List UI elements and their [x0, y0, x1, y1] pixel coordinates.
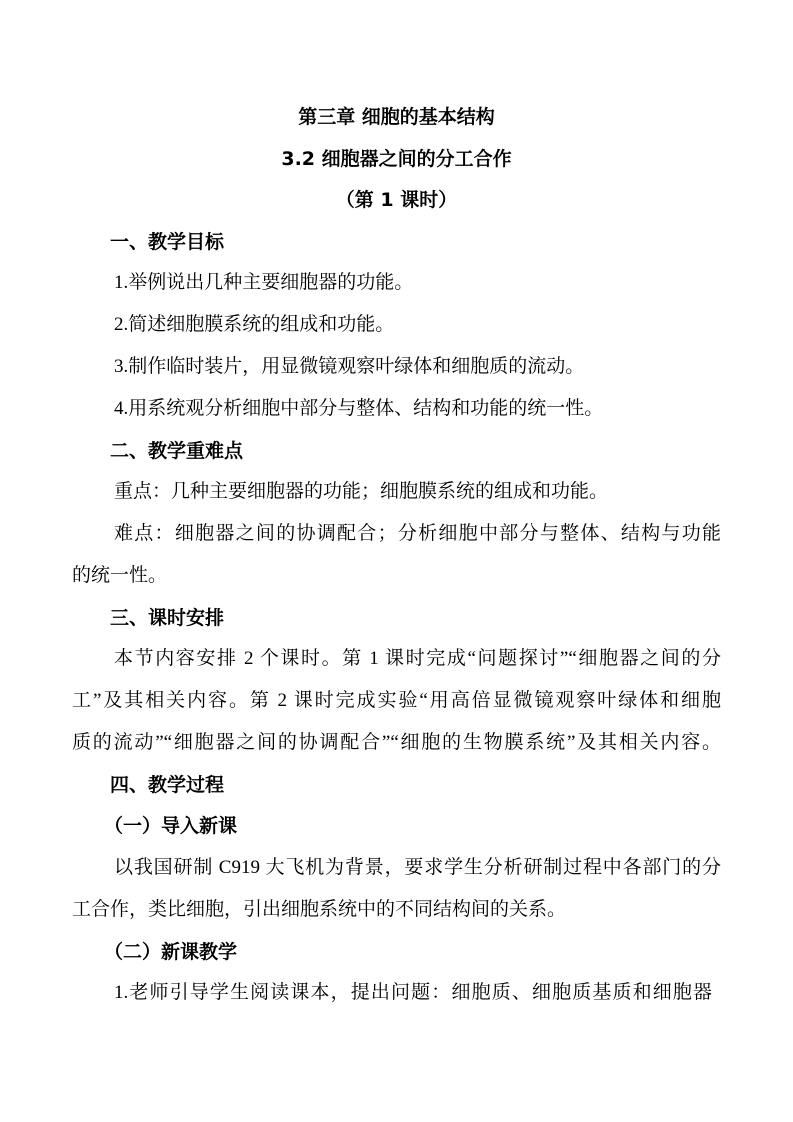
heading-teaching-goals: 一、教学目标 [110, 231, 225, 253]
heading-key-difficult: 二、教学重难点 [110, 440, 244, 462]
goal-item-4: 4.用系统观分析细胞中部分与整体、结构和功能的统一性。 [114, 398, 604, 419]
goal-item-2: 2.简述细胞膜系统的组成和功能。 [114, 314, 395, 335]
intro-line-1: 以我国研制 C919 大飞机为背景，要求学生分析研制过程中各部门的分 [114, 857, 721, 878]
goal-item-1: 1.举例说出几种主要细胞器的功能。 [114, 272, 414, 293]
difficult-point-line-1: 难点：细胞器之间的协调配合；分析细胞中部分与整体、结构与功能 [114, 523, 721, 544]
goal-item-3: 3.制作临时装片，用显微镜观察叶绿体和细胞质的流动。 [114, 356, 585, 377]
new-lesson-line-1: 1.老师引导学生阅读课本，提出问题：细胞质、细胞质基质和细胞器 [114, 982, 712, 1003]
heading-teaching-process: 四、教学过程 [110, 774, 225, 796]
key-point: 重点：几种主要细胞器的功能；细胞膜系统的组成和功能。 [114, 481, 609, 502]
schedule-line-2: 工”及其相关内容。第 2 课时完成实验“用高倍显微镜观察叶绿体和细胞 [72, 690, 721, 711]
difficult-point-line-2: 的统一性。 [72, 565, 168, 586]
chapter-title: 第三章 细胞的基本结构 [298, 106, 495, 128]
intro-line-2: 工合作，类比细胞，引出细胞系统中的不同结构间的关系。 [72, 899, 567, 920]
schedule-line-3: 质的流动”“细胞器之间的协调配合”“细胞的生物膜系统”及其相关内容。 [72, 732, 721, 753]
subheading-new-lesson: （二）新课教学 [104, 941, 238, 963]
heading-schedule: 三、课时安排 [110, 607, 225, 629]
schedule-line-1: 本节内容安排 2 个课时。第 1 课时完成“问题探讨”“细胞器之间的分 [114, 648, 721, 669]
section-title: 3.2 细胞器之间的分工合作 [281, 148, 512, 170]
lesson-note: （第 1 课时） [335, 189, 458, 211]
subheading-intro: （一）导入新课 [104, 815, 238, 837]
